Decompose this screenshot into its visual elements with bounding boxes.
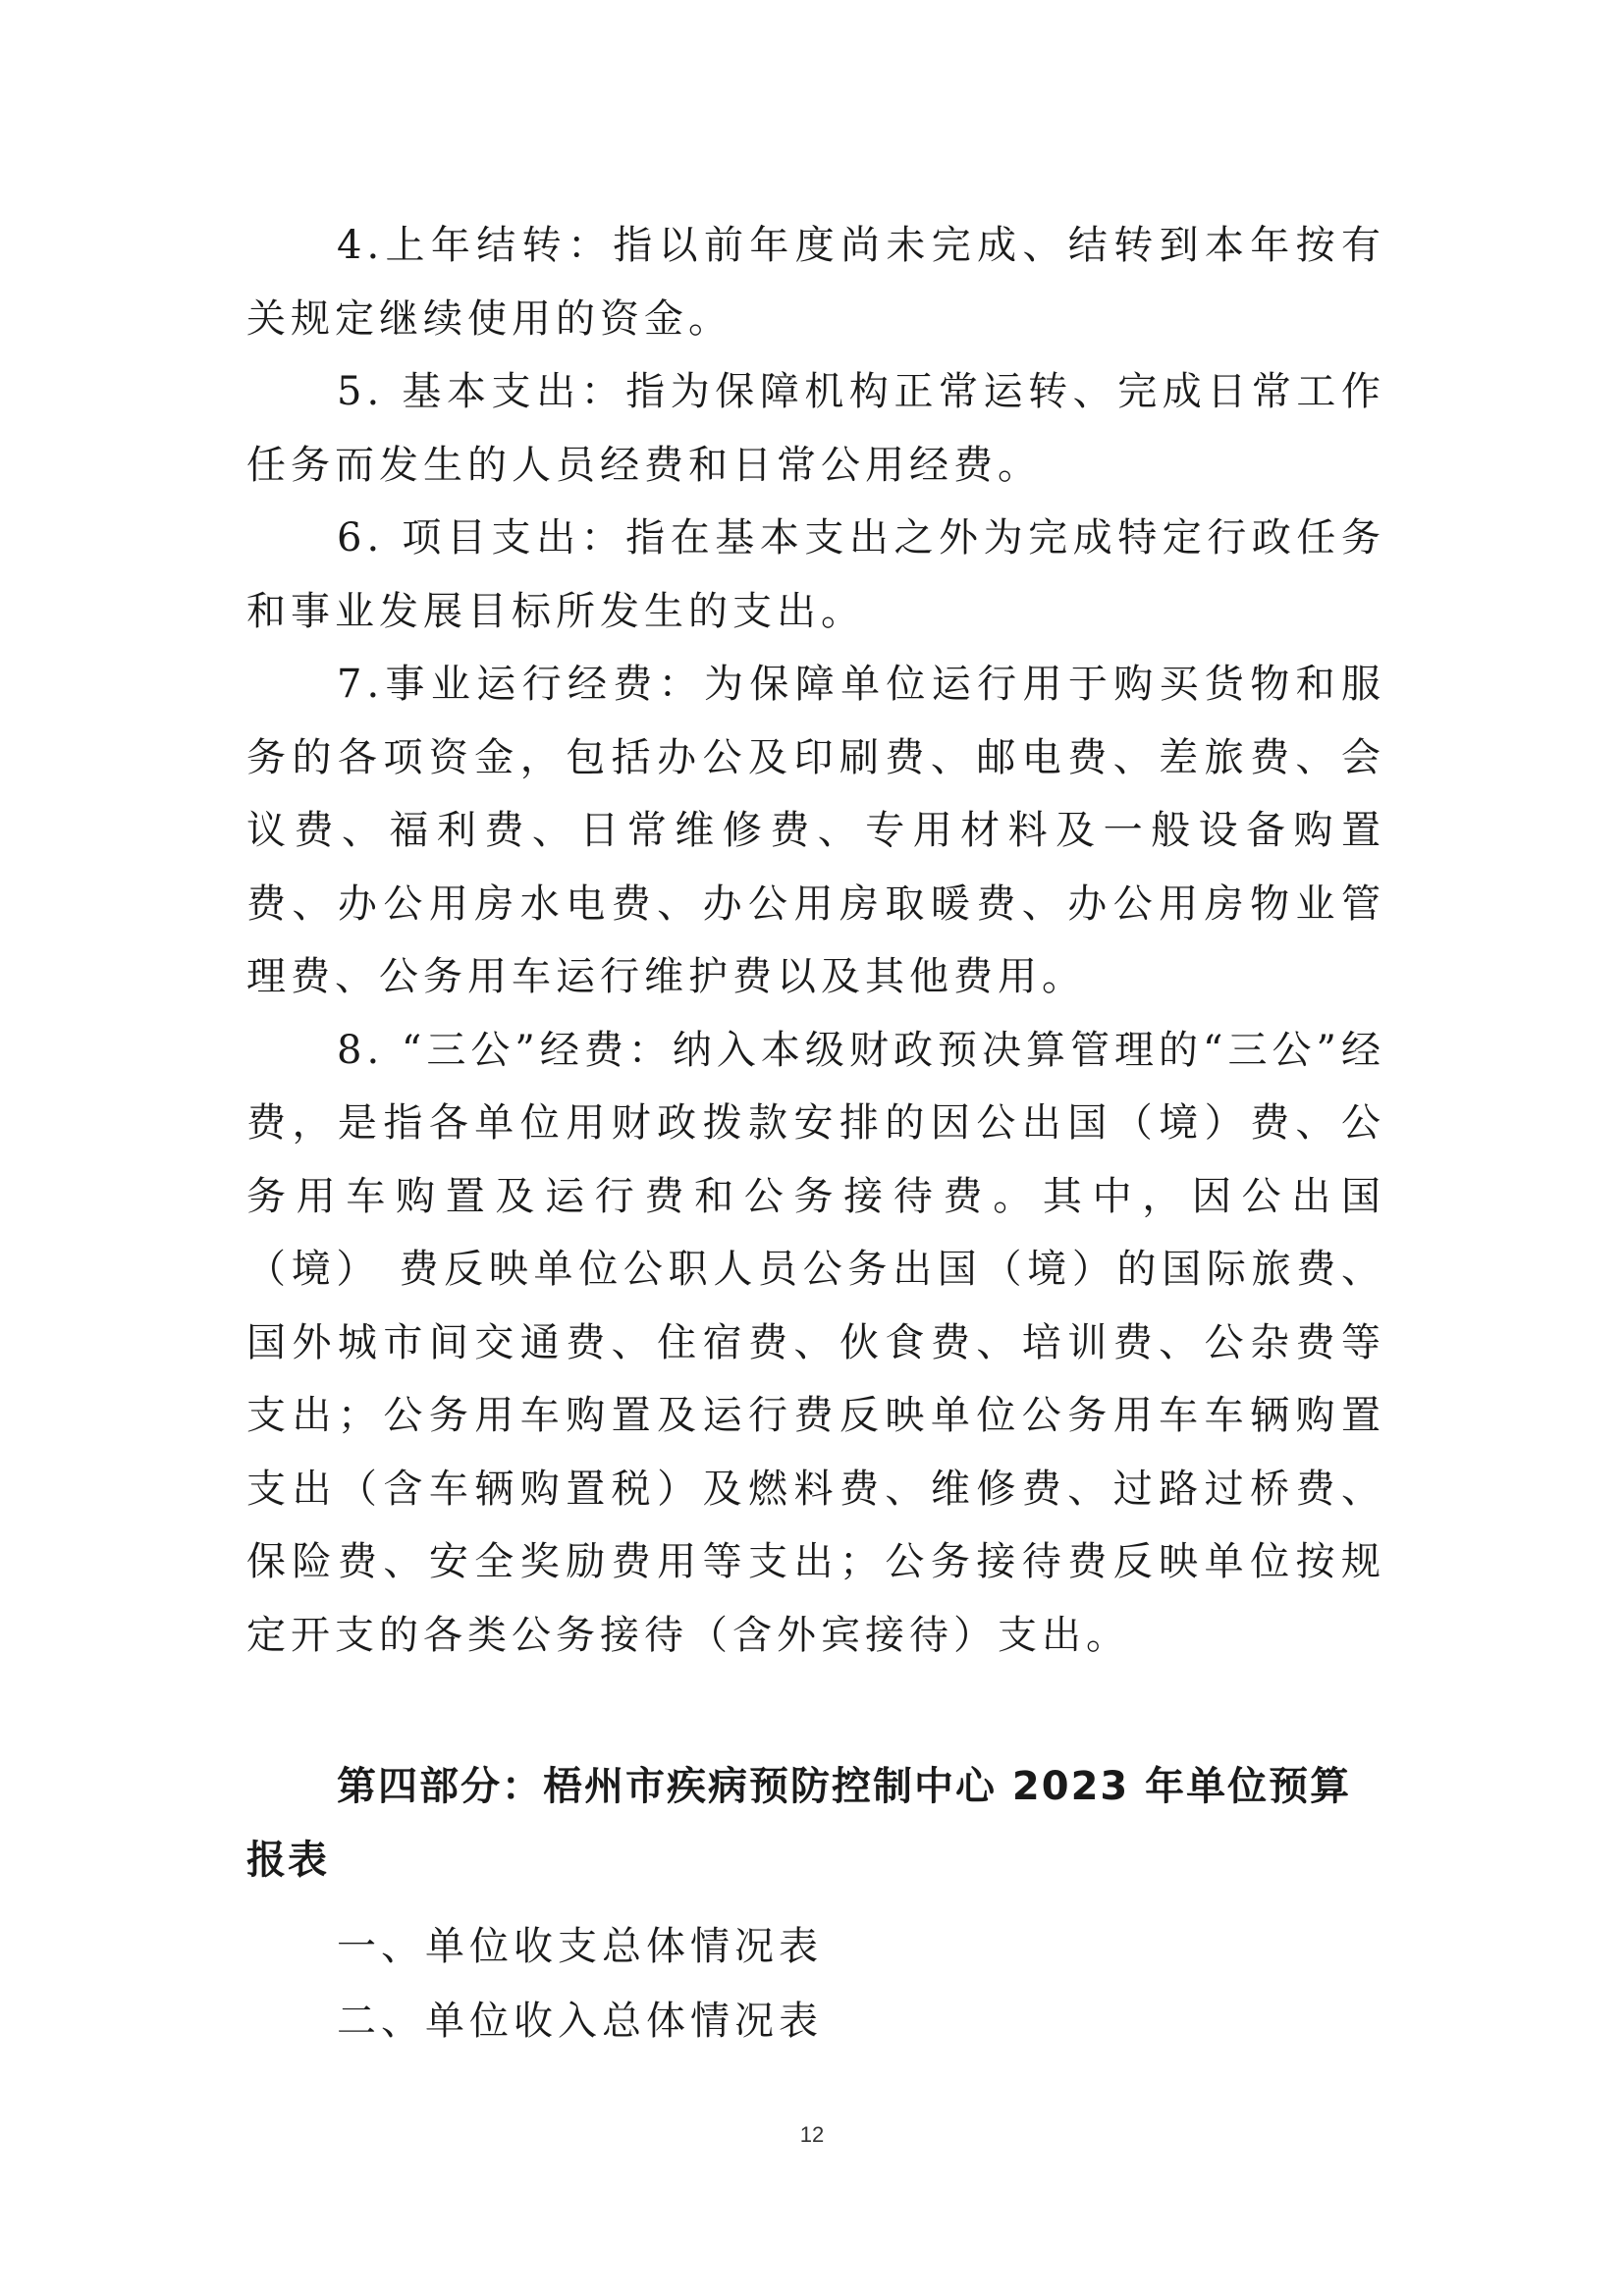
definition-paragraph-three-public-funds: 8. “三公”经费：纳入本级财政预决算管理的“三公”经费，是指各单位用财政拨款安排的因公出国（境）费、公务用车购置及运行费和公务接待费。其中，因公出国（境） 费反映单位公职人员公务出国（境）的国际旅费、国外城市间交通费、住宿费、伙食费、培训费、公杂费等支出；公务用车购置及运行费反映单位公务用车车辆购置支出（含车辆购置税）及燃料费、维修费、过路过桥费、保险费、安全奖励费用等支出；公务接待费反映单位按规定开支的各类公务接待（含外宾接待）支出。 <box>246 1027 1385 1658</box>
section-heading: 第四部分：梧州市疾病预防控制中心 2023 年单位预算报表 <box>246 1764 1352 1883</box>
definition-paragraph-carryover: 4.上年结转：指以前年度尚未完成、结转到本年按有关规定继续使用的资金。 <box>246 223 1385 342</box>
report-list-item: 二、单位收入总体情况表 <box>337 1999 823 2044</box>
report-list-item: 一、单位收支总体情况表 <box>337 1924 823 1969</box>
definition-paragraph-basic-expenditure: 5. 基本支出：指为保障机构正常运转、完成日常工作任务而发生的人员经费和日常公用经费。 <box>246 369 1385 488</box>
report-list <box>246 1909 1385 2058</box>
definition-paragraph-project-expenditure: 6. 项目支出：指在基本支出之外为完成特定行政任务和事业发展目标所发生的支出。 <box>246 515 1385 634</box>
definitions-body <box>246 209 1385 1672</box>
definition-paragraph-operating-funds: 7.事业运行经费：为保障单位运行用于购买货物和服务的各项资金，包括办公及印刷费、邮电费、差旅费、会议费、福利费、日常维修费、专用材料及一般设备购置费、办公用房水电费、办公用房取暖费、办公用房物业管理费、公务用车运行维护费以及其他费用。 <box>246 662 1385 999</box>
page-number: 12 <box>799 2122 825 2147</box>
